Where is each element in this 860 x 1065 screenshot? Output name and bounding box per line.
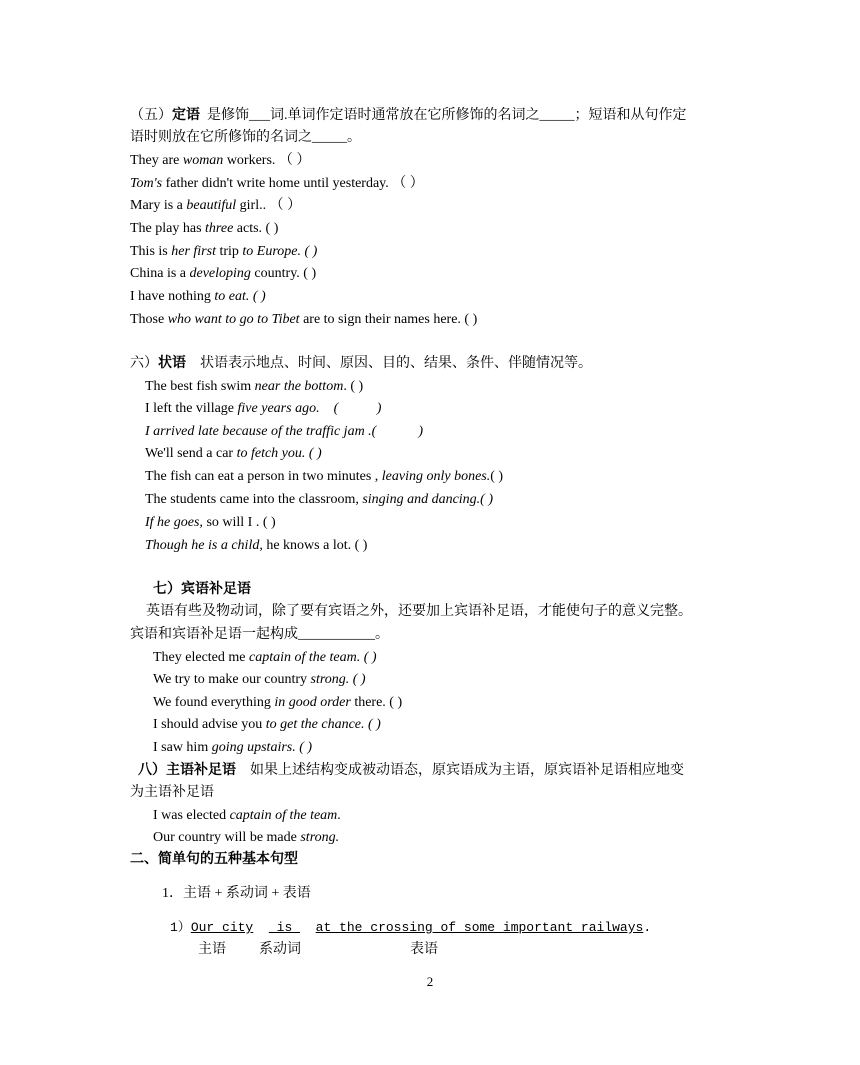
- part2-title: 二、简单句的五种基本句型: [130, 852, 298, 867]
- s8-example-1: I was elected captain of the team.: [153, 808, 341, 823]
- label-predicative: 表语: [410, 942, 438, 957]
- s6-example-7: If he goes, so will I . ( ): [145, 515, 276, 530]
- s5-open: （五）: [130, 108, 172, 123]
- s5-example-7: I have nothing to eat. ( ): [130, 289, 266, 304]
- s5-example-3: Mary is a beautiful girl.. （ ）: [130, 198, 302, 213]
- s7-desc-2: 宾语和宾语补足语一起构成___________。: [130, 627, 389, 642]
- s7-desc-1: 英语有些及物动词，除了要有宾语之外，还要加上宾语补足语，才能使句子的意义完整。: [146, 604, 692, 619]
- label-subject: 主语: [198, 942, 226, 957]
- s6-heading: 六）状语 状语表示地点、时间、原因、目的、结果、条件、伴随情况等。: [130, 356, 592, 371]
- pattern-1: 1．主语 + 系动词 + 表语: [162, 886, 311, 901]
- s7-example-1: They elected me captain of the team. ( ): [153, 650, 377, 665]
- s6-example-4: We'll send a car to fetch you. ( ): [145, 446, 322, 461]
- s5-example-6: China is a developing country. ( ): [130, 266, 317, 281]
- s5-example-8: Those who want to go to Tibet are to sign their names here. ( ): [130, 312, 478, 327]
- example-predicative: at the crossing of some important railways: [315, 920, 644, 935]
- s6-example-6: The students came into the classroom, singing and dancing.( ): [145, 492, 493, 507]
- s5-example-1: They are woman workers. （ ）: [130, 153, 311, 168]
- example-verb: is: [268, 920, 301, 935]
- s5-desc: 是修饰___词.单词作定语时通常放在它所修饰的名词之_____；短语和从句作定: [207, 108, 687, 123]
- s5-desc-line2: 语时则放在它所修饰的名词之_____。: [130, 130, 361, 145]
- s8-heading: 八）主语补足语 如果上述结构变成被动语态，原宾语成为主语，原宾语补足语相应地变: [138, 763, 684, 778]
- s7-example-5: I saw him going upstairs. ( ): [153, 740, 313, 755]
- s5-example-4: The play has three acts. ( ): [130, 221, 279, 236]
- s6-example-8: Though he is a child, he knows a lot. ( ): [145, 538, 368, 553]
- s8-desc-2: 为主语补足语: [130, 785, 214, 800]
- s5-heading-line: [130, 107, 687, 125]
- s8-example-2: Our country will be made strong.: [153, 830, 340, 845]
- s6-example-5: The fish can eat a person in two minutes , leaving only bones.( ): [145, 469, 504, 484]
- pattern-1-example: 1）Our city is at the crossing of some important railways.: [170, 920, 652, 935]
- s6-example-1: The best fish swim near the bottom. ( ): [145, 379, 364, 394]
- page-number: 2: [426, 974, 434, 989]
- s6-example-2: I left the village five years ago. ( ): [145, 401, 382, 416]
- s7-example-3: We found everything in good order there. ( ): [153, 695, 403, 710]
- s5-title: 定语: [172, 108, 200, 123]
- label-verb: 系动词: [259, 942, 301, 957]
- s5-example-5: This is her first trip to Europe. ( ): [130, 244, 318, 259]
- s7-example-2: We try to make our country strong. ( ): [153, 672, 366, 687]
- s5-example-2: Tom's father didn't write home until yesterday. （ ）: [130, 176, 424, 191]
- example-subject: Our city: [190, 920, 254, 935]
- s7-example-4: I should advise you to get the chance. ( ): [153, 717, 381, 732]
- s6-example-3: I arrived late because of the traffic jam .( ): [145, 424, 423, 439]
- s7-heading: 七）宾语补足语: [153, 582, 251, 597]
